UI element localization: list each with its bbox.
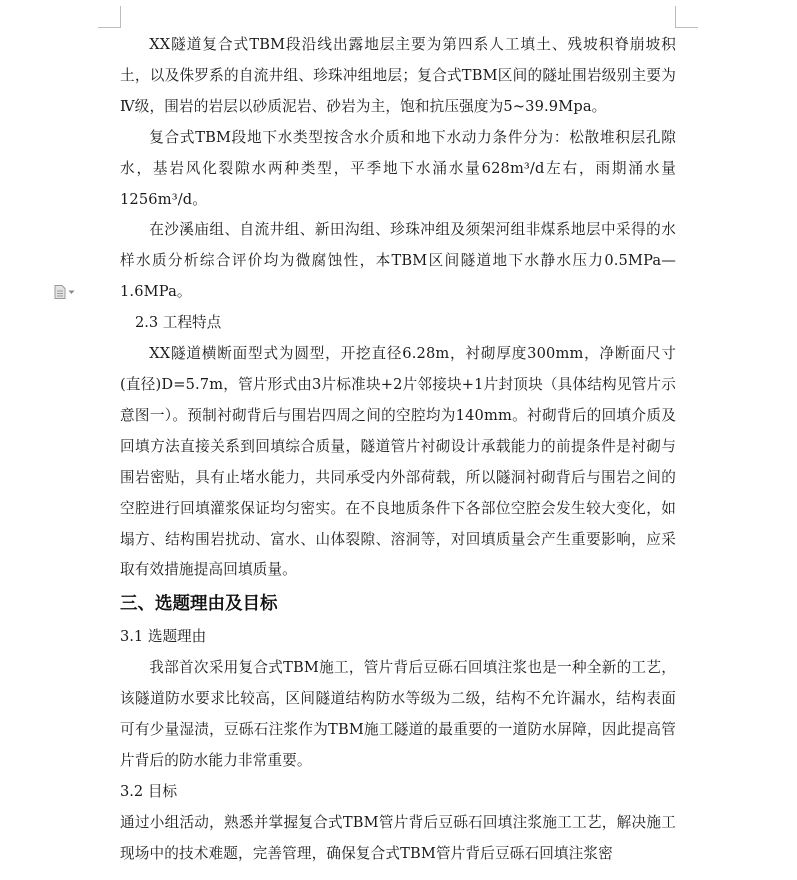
dropdown-arrow-icon xyxy=(68,290,75,295)
crop-mark-left-horizontal xyxy=(98,27,120,28)
document-glyph-icon xyxy=(54,285,66,299)
section-heading-3: 三、选题理由及目标 xyxy=(120,594,278,615)
paragraph-water-quality: 在沙溪庙组、自流井组、新田沟组、珍珠冲组及须架河组非煤系地层中采得的水样水质分析综合评价均为微腐蚀性，本TBM区间隧道地下水静水压力0.5MPa—1.6MPa。 xyxy=(120,221,676,301)
subheading-3-2: 3.2 目标 xyxy=(120,782,178,800)
document-icon[interactable] xyxy=(54,285,80,299)
subheading-3-1: 3.1 选题理由 xyxy=(120,628,207,646)
crop-mark-right-horizontal xyxy=(676,27,698,28)
crop-mark-right-vertical xyxy=(675,6,676,28)
paragraph-groundwater: 复合式TBM段地下水类型按含水介质和地下水动力条件分为：松散堆积层孔隙水，基岩风化裂隙水两种类型，平季地下水涌水量628m³/d左右，雨期涌水量1256m³/d。 xyxy=(120,128,676,208)
document-body xyxy=(120,30,676,870)
paragraph-selection-reason: 我部首次采用复合式TBM施工，管片背后豆砾石回填注浆也是一种全新的工艺，该隧道防水要求比较高，区间隧道结构防水等级为二级，结构不允许漏水，结构表面可有少量湿渍，豆砾石注浆作为TBM施工隧道的最重要的一道防水屏障，因此提高管片背后的防水能力非常重要。 xyxy=(120,659,676,769)
paragraph-goal: 通过小组活动，熟悉并掌握复合式TBM管片背后豆砾石回填注浆施工工艺，解决施工现场中的技术难题，完善管理，确保复合式TBM管片背后豆砾石回填注浆密 xyxy=(120,813,676,862)
paragraph-engineering-features: XX隧道横断面型式为圆型，开挖直径6.28m，衬砌厚度300mm，净断面尺寸(直径)D=5.7m，管片形式由3片标准块+2片邻接块+1片封顶块（具体结构见管片示意图一）。预制衬砌背后与围岩四周之间的空腔均为140mm。衬砌背后的回填介质及回填方法直接关系到回填综合质量，隧道管片衬砌设计承载能力的前提条件是衬砌与围岩密贴，具有止堵水能力，共同承受内外部荷载，所以隧洞衬砌背后与围岩之间的空腔进行回填灌浆保证均匀密实。在不良地质条件下各部位空腔会发生较大变化，如塌方、结构围岩扰动、富水、山体裂隙、溶洞等，对回填质量会产生重要影响，应采取有效措施提高回填质量。 xyxy=(120,345,676,579)
crop-mark-left-vertical xyxy=(120,6,121,28)
subheading-2-3: 2.3 工程特点 xyxy=(135,314,222,332)
paragraph-geology: XX隧道复合式TBM段沿线出露地层主要为第四系人工填土、残坡积脊崩坡积土，以及侏罗系的自流井组、珍珠冲组地层；复合式TBM区间的隧址围岩级别主要为Ⅳ级，围岩的岩层以砂质泥岩、砂岩为主，饱和抗压强度为5~39.9Mpa。 xyxy=(120,36,676,115)
